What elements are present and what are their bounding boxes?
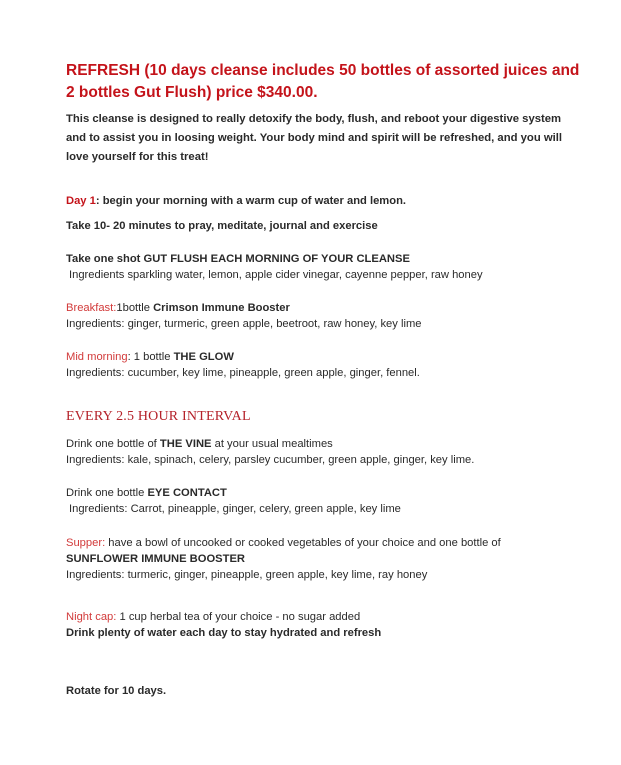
mid-morning-ingredients: Ingredients: cucumber, key lime, pineapple, green apple, ginger, fennel. [66, 367, 420, 379]
eye-contact-ingredients: Ingredients: Carrot, pineapple, ginger, celery, green apple, key lime [69, 503, 401, 515]
gut-flush-prefix: Take one shot [66, 253, 144, 265]
vine-prefix: Drink one bottle of [66, 438, 160, 450]
gut-flush-line [66, 251, 410, 267]
vine-line [66, 436, 333, 452]
breakfast-qty: 1bottle [116, 302, 154, 314]
day1-text: : begin your morning with a warm cup of water and lemon. [95, 195, 407, 207]
supper-juice-name: SUNFLOWER IMMUNE BOOSTER [66, 553, 245, 565]
breakfast-label: Breakfast: [66, 302, 117, 314]
eye-contact-line [66, 485, 227, 501]
breakfast-line [66, 300, 290, 316]
eye-contact-prefix: Drink one bottle [66, 487, 148, 499]
night-cap-line [66, 609, 360, 625]
intro-line-3: love yourself for this treat! [66, 151, 209, 163]
mid-morning-line [66, 349, 234, 365]
vine-juice-name: THE VINE [159, 438, 212, 450]
eye-contact-juice-name: EYE CONTACT [147, 487, 227, 499]
breakfast-ingredients: Ingredients: ginger, turmeric, green apple, beetroot, raw honey, key lime [66, 318, 422, 330]
day1-line [66, 193, 406, 209]
intro-line-2: and to assist you in loosing weight. Your body mind and spirit will be refreshed, and you will [66, 132, 563, 144]
gut-flush-ingredients: Ingredients sparkling water, lemon, apple cider vinegar, cayenne pepper, raw honey [69, 269, 483, 281]
supper-ingredients: Ingredients: turmeric, ginger, pineapple, green apple, key lime, ray honey [66, 569, 428, 581]
mid-morning-label: Mid morning [66, 351, 128, 363]
hydration-line: Drink plenty of water each day to stay hydrated and refresh [66, 627, 382, 639]
day1-label: Day 1 [66, 195, 96, 207]
page-title [66, 60, 579, 104]
breakfast-juice-name: Crimson Immune Booster [153, 302, 290, 314]
mid-morning-qty: : 1 bottle [127, 351, 174, 363]
mid-morning-juice-name: THE GLOW [173, 351, 234, 363]
routine-line: Take 10- 20 minutes to pray, meditate, journal and exercise [66, 220, 378, 232]
title-line-1: REFRESH (10 days cleanse includes 50 bottles of assorted juices and [66, 62, 580, 79]
title-line-2: 2 bottles Gut Flush) price $340.00. [66, 84, 318, 101]
night-cap-label: Night cap: [66, 611, 117, 623]
rotate-line: Rotate for 10 days. [66, 685, 167, 697]
supper-line [66, 535, 501, 551]
night-cap-text: 1 cup herbal tea of your choice - no sugar added [116, 611, 361, 623]
vine-suffix: at your usual mealtimes [211, 438, 333, 450]
gut-flush-name: GUT FLUSH EACH MORNING OF YOUR CLEANSE [143, 253, 410, 265]
supper-text: have a bowl of uncooked or cooked vegetables of your choice and one bottle of [105, 537, 501, 549]
intro-paragraph [66, 110, 562, 167]
vine-ingredients: Ingredients: kale, spinach, celery, parsley cucumber, green apple, ginger, key lime. [66, 454, 475, 466]
interval-heading: EVERY 2.5 HOUR INTERVAL [66, 409, 251, 424]
intro-line-1: This cleanse is designed to really detoxify the body, flush, and reboot your digestive system [66, 113, 562, 125]
supper-label: Supper: [66, 537, 106, 549]
